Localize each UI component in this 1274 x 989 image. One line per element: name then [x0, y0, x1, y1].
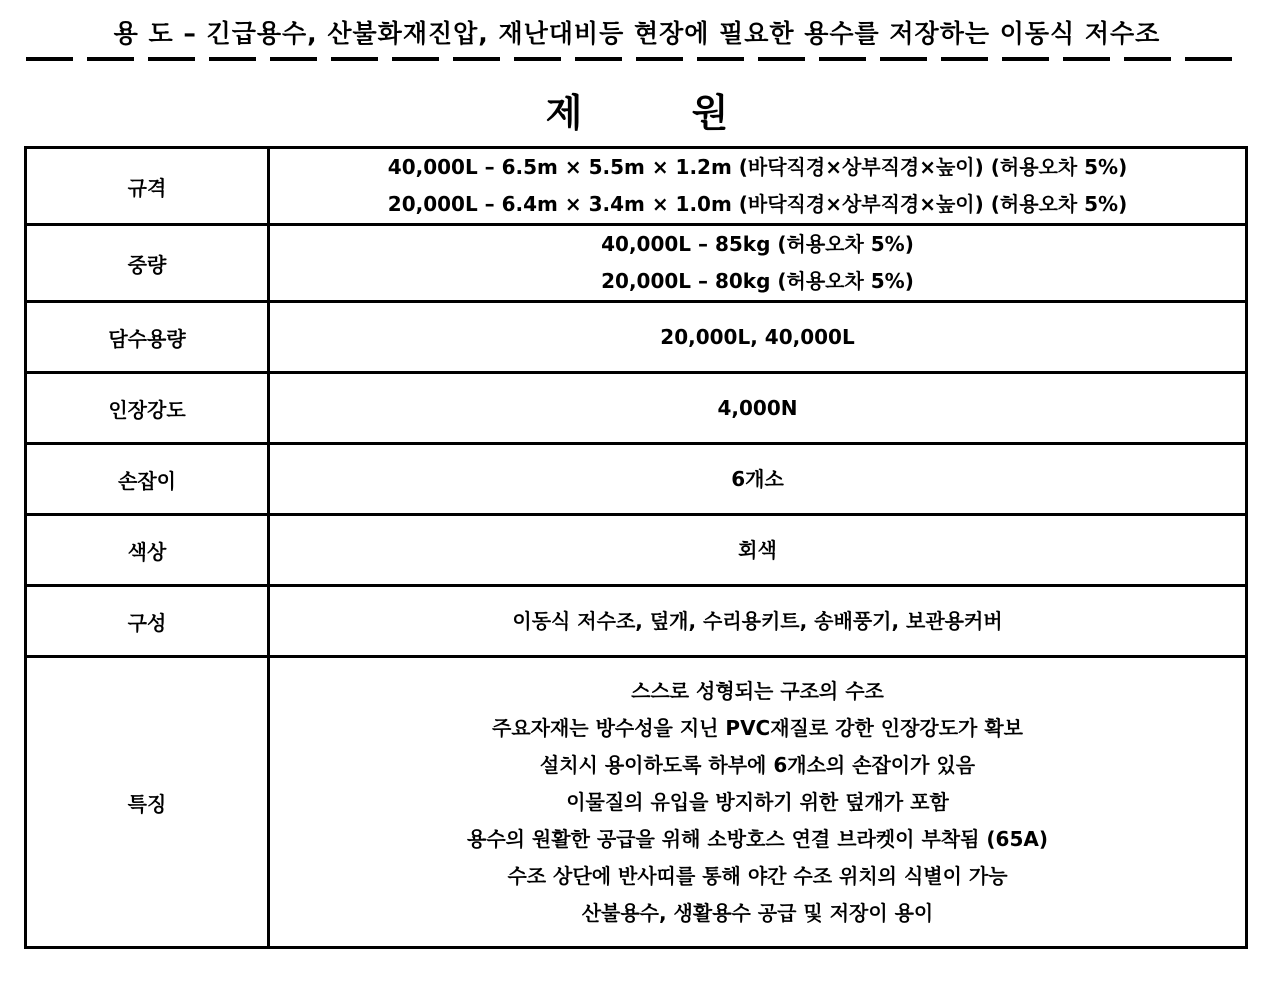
dashed-divider: [26, 57, 1240, 61]
spec-value-line: 설치시 용이하도록 하부에 6개소의 손잡이가 있음: [539, 752, 976, 777]
spec-value: [269, 302, 1247, 373]
spec-value-line: 스스로 성형되는 구조의 수조: [631, 678, 884, 703]
spec-label: 중량: [26, 225, 269, 302]
spec-label: 규격: [26, 148, 269, 225]
spec-value-line: 이물질의 유입을 방지하기 위한 덮개가 포함: [566, 789, 949, 814]
spec-row-color: [26, 515, 1247, 586]
spec-title: 제 원: [545, 91, 777, 135]
spec-value: [269, 225, 1247, 302]
spec-value: [269, 586, 1247, 657]
spec-label: 구성: [26, 586, 269, 657]
spec-value-line: 4,000N: [717, 395, 798, 420]
spec-row-tensile-strength: [26, 373, 1247, 444]
spec-value: [269, 515, 1247, 586]
spec-value-line: 40,000L – 85kg (허용오차 5%): [601, 232, 914, 256]
spec-table: [24, 146, 1248, 949]
spec-label: 특징: [26, 657, 269, 948]
spec-label: 인장강도: [26, 373, 269, 444]
spec-value-line: 6개소: [731, 466, 784, 491]
spec-row-components: [26, 586, 1247, 657]
spec-value-line: 20,000L – 6.4m × 3.4m × 1.0m (바닥직경×상부직경×높이) (허용오차 5%): [387, 192, 1128, 216]
spec-row-dimensions: [26, 148, 1247, 225]
spec-value-line: 회색: [738, 537, 777, 562]
spec-row-weight: [26, 225, 1247, 302]
spec-value-line: 이동식 저수조, 덮개, 수리용키트, 송배풍기, 보관용커버: [512, 608, 1003, 633]
spec-row-capacity: [26, 302, 1247, 373]
spec-label: 손잡이: [26, 444, 269, 515]
spec-value-line: 40,000L – 6.5m × 5.5m × 1.2m (바닥직경×상부직경×높이) (허용오차 5%): [387, 155, 1128, 179]
spec-value: [269, 148, 1247, 225]
spec-value-line: 용수의 원활한 공급을 위해 소방호스 연결 브라켓이 부착됨 (65A): [467, 826, 1048, 851]
spec-value: [269, 373, 1247, 444]
spec-label: 담수용량: [26, 302, 269, 373]
purpose-heading: 용 도 – 긴급용수, 산불화재진압, 재난대비등 현장에 필요한 용수를 저장하는 이동식 저수조: [113, 19, 1161, 48]
spec-value: [269, 444, 1247, 515]
spec-value-line: 20,000L – 80kg (허용오차 5%): [601, 269, 914, 293]
spec-row-features: [26, 657, 1247, 948]
spec-value-line: 산불용수, 생활용수 공급 및 저장이 용이: [581, 900, 934, 925]
spec-value-line: 수조 상단에 반사띠를 통해 야간 수조 위치의 식별이 가능: [507, 863, 1008, 888]
spec-row-handles: [26, 444, 1247, 515]
spec-value-line: 20,000L, 40,000L: [660, 324, 855, 349]
spec-value-line: 주요자재는 방수성을 지닌 PVC재질로 강한 인장강도가 확보: [492, 715, 1023, 740]
spec-label: 색상: [26, 515, 269, 586]
spec-value: [269, 657, 1247, 948]
